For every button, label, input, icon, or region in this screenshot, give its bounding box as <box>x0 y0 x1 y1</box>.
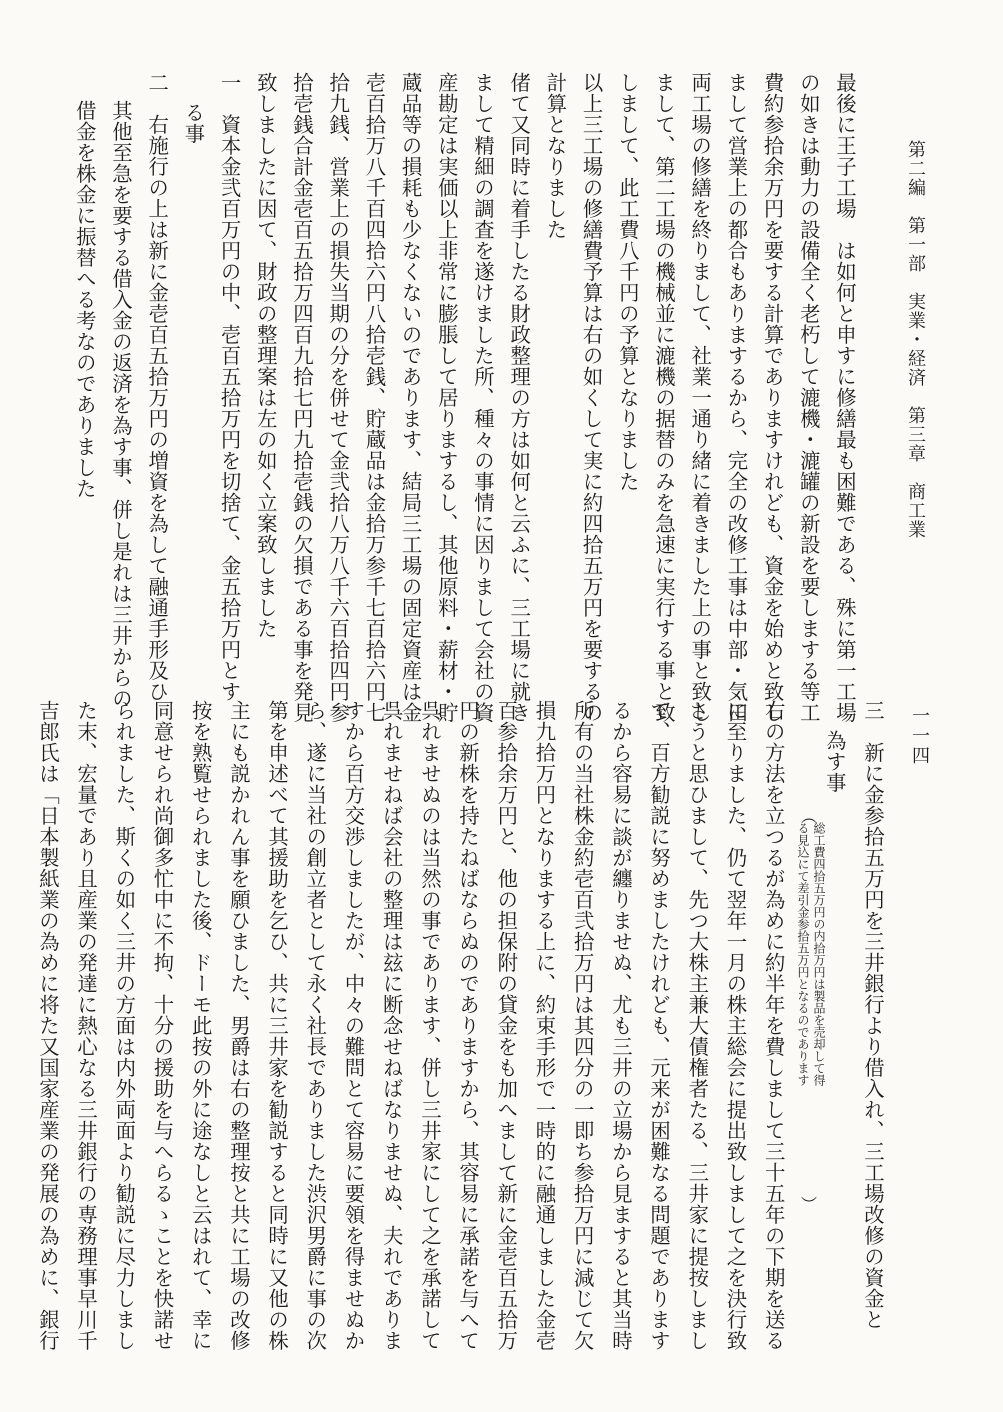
lower-line: 右の方法を立つるが為めに約半年を費しまして三十五年の下期を送る <box>761 700 786 1351</box>
lower-line: て、百方勧説に努めましたけれども、元来が困難なる問題であります <box>647 700 672 1351</box>
upper-line: 産勘定は実価以上非常に膨脹して居りまするし、其他原料・薪材・貯 <box>434 72 459 723</box>
lower-line: 損九拾万円となりまする上に、約束手形で一時的に融通しました金壱 <box>532 700 557 1351</box>
lower-line: さうと思ひまして、先つ大株主兼大債権者たる、三井家に提按しまし <box>685 700 710 1351</box>
lower-line: 吉郎氏は「日本製紙業の為めに将た又国家産業の発展の為めに、銀行 <box>35 700 60 1351</box>
upper-line: 拾壱銭合計金壱百五拾万四百九拾七円九拾壱銭の欠損である事を発見 <box>290 72 314 723</box>
upper-line: 計算となりました <box>543 72 568 240</box>
page-number: 一一四 <box>909 706 930 766</box>
upper-line: まして、第二工場の機械並に漉機の据替のみを急速に実行する事と致 <box>652 72 676 723</box>
note-open-paren: ︵ <box>800 807 817 826</box>
lower-line: 所有の当社株金約壱百弐拾万円は其四分の一即ち参拾万円に減じて欠 <box>570 700 595 1351</box>
note-line: る見込にて差引金参拾五万円となるのであります <box>796 822 810 1086</box>
note-close-paren: ︶ <box>800 1195 817 1214</box>
lower-line: 百参拾余万円と、他の担保附の貸金をも加へまして新に金壱百五拾万 <box>494 700 519 1351</box>
note-line: 総工費四拾五万円の内拾万円は製品を売却して得 <box>812 822 826 1086</box>
upper-line: 致しましたに因て、財政の整理案は左の如く立案致しました <box>253 72 278 639</box>
upper-line: 蔵品等の損耗も少なくないのであります、結局三工場の固定資産は金 <box>398 72 423 723</box>
upper-line: 拾九銭、営業上の損失当期の分を併せて金弐拾八万八千六百拾四円参 <box>326 72 351 723</box>
lower-line: 主にも説かれん事を願ひました、男爵は右の整理按と共に工場の改修 <box>226 700 251 1351</box>
lower-line: られました、斯くの如く三井の方面は内外両面より勧説に尽力しまし <box>112 700 137 1351</box>
upper-line: 両工場の修繕を終りまして、社業一通り緒に着きました上の事と致し <box>688 72 713 723</box>
upper-line: る事 <box>181 102 206 144</box>
lower-line: に至りました、仍て翌年一月の株主総会に提出致しまして之を決行致 <box>723 700 748 1351</box>
upper-line: 一 資本金弐百万円の中、壱百五拾万円を切捨て、金五拾万円とす <box>217 72 242 702</box>
lower-line: 為す事 <box>822 730 847 793</box>
upper-line: まして精細の調査を遂けました所、種々の事情に因りまして会社の資 <box>471 72 495 723</box>
lower-line: 三 新に金参拾五万円を三井銀行より借入れ、三工場改修の資金と <box>861 700 885 1330</box>
lower-line: ら、遂に当社の創立者として永く社長でありました渋沢男爵に事の次 <box>303 700 328 1351</box>
lower-line: るから容易に談が纏りませぬ、尤も三井の立場から見ますると其当時 <box>608 700 633 1351</box>
lower-line: 呉れませぬのは当然の事であります、併し三井家にして之を承諾して <box>417 700 442 1351</box>
inline-note <box>790 822 830 1192</box>
upper-line: まして営業上の都合もありまするから、完全の改修工事は中部・気田 <box>724 72 749 723</box>
lower-line: た末、宏量であり且産業の発達に熱心なる三井銀行の専務理事早川千 <box>74 700 99 1351</box>
upper-line: 偖て又同時に着手したる財政整理の方は如何と云ふに、三工場に就き <box>507 72 532 723</box>
lower-line: 按を熟覧せられました後、ドーモ此按の外に途なしと云はれて、幸に <box>188 700 213 1351</box>
lower-line: 円の新株を持たねばならぬのでありますから、其容易に承諾を与へて <box>456 700 481 1351</box>
upper-line: 其他至急を要する借入金の返済を為す事、併し是れは三井からの <box>109 100 133 709</box>
upper-line: 二 右施行の上は新に金壱百五拾万円の増資を為して融通手形及ひ <box>145 72 170 702</box>
lower-line: 同意せられ尚御多忙中に不拘、十分の援助を与へらるゝことを快諾せ <box>150 700 175 1351</box>
upper-line: の如きは動力の設備全く老朽して漉機・漉罐の新設を要しまする等工 <box>796 72 821 723</box>
upper-line: 借金を株金に振替へる考なのでありました <box>72 100 97 499</box>
upper-line: しまして、此工費八千円の予算となりました <box>615 72 640 492</box>
lower-line: 呉れませねば会社の整理は玆に断念せねばなりませぬ、夫れでありま <box>379 700 404 1351</box>
upper-line: 壱百拾万八千百四拾六円八拾壱銭、貯蔵品は金拾万参千七百拾六円七 <box>362 72 387 723</box>
upper-line: 以上三工場の修繕費予算は右の如くして実に約四拾五万円を要するの <box>579 72 604 723</box>
lower-line: 第を申述べて其援助を乞ひ、共に三井家を勧説すると同時に又他の株 <box>265 700 290 1351</box>
upper-line: 最後に王子工場 は如何と申すに修繕最も困難である、殊に第一工場 <box>833 72 857 723</box>
upper-line: 費約参拾余万円を要する計算でありますけれども、資金を始めと致し <box>760 72 785 723</box>
lower-line: すから百方交渉しましたが、中々の難問とて容易に要領を得ませぬか <box>341 700 366 1351</box>
running-header: 第二編 第一部 実業・経済 第三章 商工業 <box>905 140 926 539</box>
